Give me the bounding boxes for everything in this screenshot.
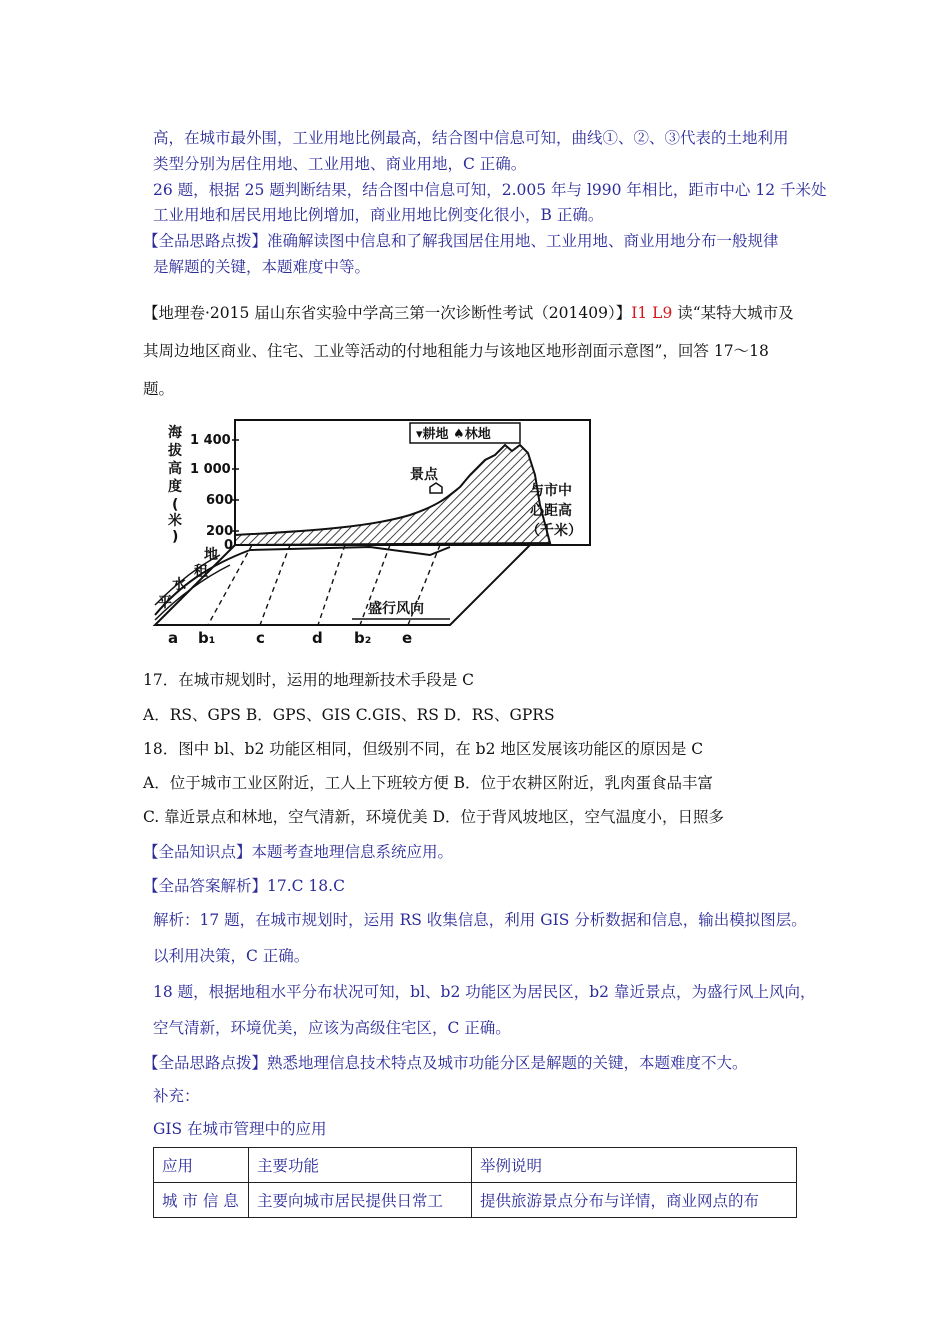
analysis-line: 高，在城市最外围，工业用地比例最高，结合图中信息可知，曲线①、②、③代表的土地利用: [153, 129, 789, 147]
q17-options: A．RS、GPS B．GPS、GIS C.GIS、RS D．RS、GPRS: [143, 706, 555, 724]
question-header: [143, 301, 794, 323]
rent-label: 地: [204, 547, 218, 563]
distance-label: 与市中: [530, 483, 572, 499]
x-label: a: [168, 629, 179, 647]
question-text: 其周边地区商业、住宅、工业等活动的付地租能力与该地区地形剖面示意图”，回答 17～18: [143, 342, 769, 360]
table-row: [154, 1183, 797, 1218]
table-cell: 提供旅游景点分布与详情，商业网点的布: [472, 1183, 797, 1218]
x-label: b₂: [354, 629, 372, 647]
y-axis-label: 度: [168, 479, 182, 495]
terrain-profile: [235, 445, 550, 545]
x-label: b₁: [198, 629, 216, 647]
answer-line: 【全品答案解析】17.C 18.C: [143, 877, 345, 895]
table-header-row: [154, 1148, 797, 1183]
question-source: 【地理卷·2015 届山东省实验中学高三第一次诊断性考试（201409）】: [143, 304, 632, 322]
rent-label: 水: [172, 577, 186, 593]
table-cell: 城 市 信 息: [154, 1183, 249, 1218]
tip-line: 是解题的关键，本题难度中等。: [153, 258, 371, 276]
question-text: 读“某特大城市及: [677, 304, 794, 322]
tip-line: 【全品思路点拨】熟悉地理信息技术特点及城市功能分区是解题的关键，本题难度不大。: [143, 1054, 748, 1072]
y-tick: 200: [206, 524, 234, 539]
explain-line: 解析：17 题，在城市规划时，运用 RS 收集信息，利用 GIS 分析数据和信息，输出模拟图层。: [153, 911, 807, 929]
x-label: e: [402, 629, 413, 647]
analysis-line: 工业用地和居民用地比例增加，商业用地比例变化很小，B 正确。: [153, 206, 604, 224]
scenic-spot-icon: [430, 483, 442, 493]
y-axis-label: 高: [168, 461, 182, 477]
table-header-cell: 主要功能: [249, 1148, 472, 1183]
supplement-label: 补充：: [153, 1087, 200, 1105]
analysis-line: 类型分别为居住用地、工业用地、商业用地，C 正确。: [153, 155, 527, 173]
q18-options: C. 靠近景点和林地，空气清新，环境优美 D．位于背风坡地区，空气温度小，日照多: [143, 808, 725, 826]
gis-table: [153, 1147, 797, 1218]
y-axis-label: ): [172, 529, 179, 545]
analysis-line: 26 题，根据 25 题判断结果，结合图中信息可知，2.005 年与 l990 年相比，距市中心 12 千米处: [153, 181, 827, 199]
y-tick: 1 400: [190, 433, 231, 448]
y-axis-label: 米: [168, 513, 182, 529]
distance-label: 心距高: [530, 503, 572, 519]
x-label: c: [256, 629, 265, 647]
y-axis-label: (: [172, 497, 179, 513]
y-tick: 1 000: [190, 462, 231, 477]
explain-line: 空气清新，环境优美，应该为高级住宅区，C 正确。: [153, 1019, 511, 1037]
q18-stem: 18．图中 bl、b2 功能区相同，但级别不同，在 b2 地区发展该功能区的原因是 C: [143, 740, 704, 758]
y-tick: 600: [206, 493, 234, 508]
y-tick: 0: [224, 538, 234, 553]
distance-label: （千米）: [526, 523, 582, 539]
legend-text: ▾耕地 ♠林地: [416, 427, 491, 442]
y-axis-label: 拔: [168, 443, 182, 459]
question-codes: I1 L9: [631, 304, 673, 322]
q17-stem: 17．在城市规划时，运用的地理新技术手段是 C: [143, 671, 475, 689]
table-header-cell: 应用: [154, 1148, 249, 1183]
table-cell: 主要向城市居民提供日常工: [249, 1183, 472, 1218]
explain-line: 以利用决策，C 正确。: [153, 947, 310, 965]
question-text: 题。: [143, 380, 175, 398]
explain-line: 18 题，根据地租水平分布状况可知，bl、b2 功能区为居民区，b2 靠近景点，为盛行风上风向，: [153, 983, 816, 1001]
q18-options: A．位于城市工业区附近，工人上下班较方便 B．位于农耕区附近，乳肉蛋食品丰富: [143, 774, 714, 792]
table-header-cell: 举例说明: [472, 1148, 797, 1183]
tip-line: 【全品思路点拨】准确解读图中信息和了解我国居住用地、工业用地、商业用地分布一般规律: [143, 232, 779, 250]
x-label: d: [312, 629, 323, 647]
table-title: GIS 在城市管理中的应用: [153, 1120, 327, 1138]
wind-label: 盛行风向: [368, 601, 424, 617]
y-axis-label: 海: [168, 425, 182, 441]
terrain-rent-figure: [140, 415, 600, 650]
rent-label: 租: [194, 564, 208, 580]
rent-curve: [155, 565, 230, 620]
knowledge-point: 【全品知识点】本题考查地理信息系统应用。: [143, 843, 454, 861]
rent-label: 平: [158, 595, 172, 611]
scenic-label: 景点: [410, 467, 438, 483]
